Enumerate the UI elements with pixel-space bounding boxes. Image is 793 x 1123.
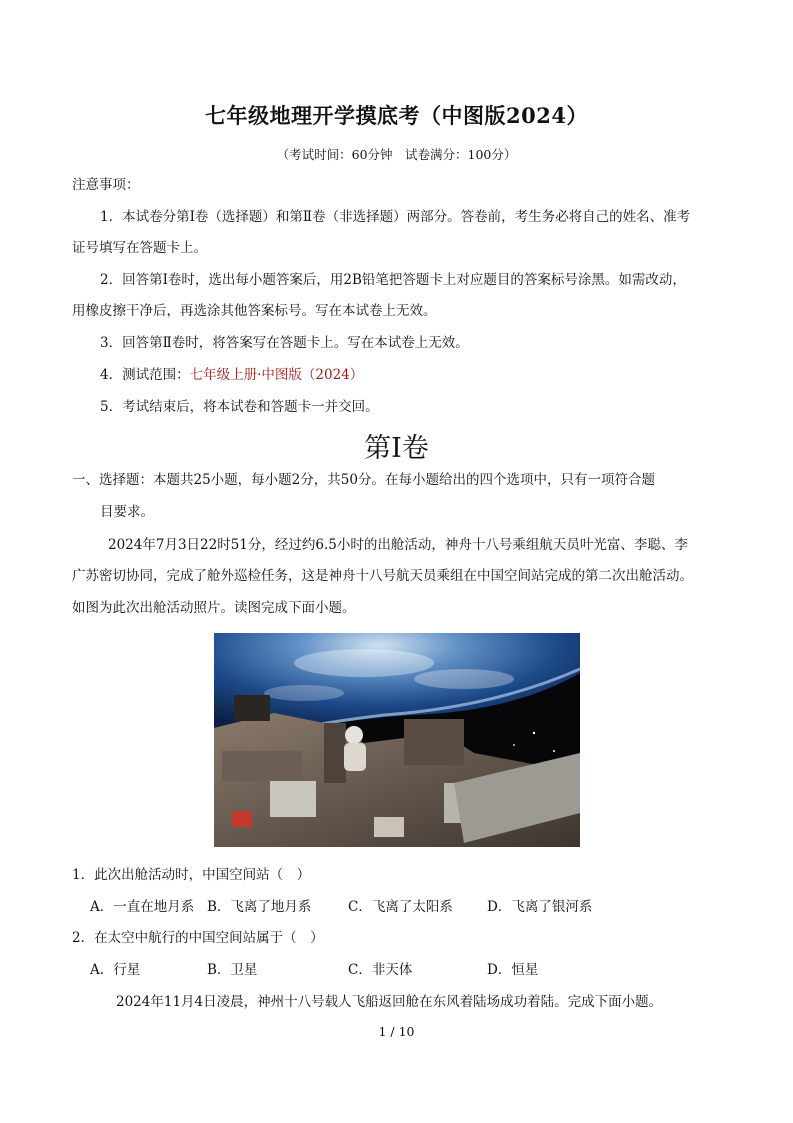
notes-item-5: 5．考试结束后，将本试卷和答题卡一并交回。 — [100, 399, 379, 415]
section-instructions-line-2: 目要求。 — [100, 504, 154, 520]
notes-item-3: 3．回答第Ⅱ卷时，将答案写在答题卡上。写在本试卷上无效。 — [100, 335, 469, 351]
question-1-option-a: A．一直在地月系 — [90, 899, 195, 915]
notes-item-1-line-2: 证号填写在答题卡上。 — [72, 240, 207, 256]
question-2-option-d: D．恒星 — [487, 962, 539, 978]
notes-item-2-line-2: 用橡皮擦干净后，再选涂其他答案标号。写在本试卷上无效。 — [72, 303, 437, 319]
question-2-stem: 2．在太空中航行的中国空间站属于（ ） — [72, 930, 324, 946]
passage-2-line-1: 2024年11月4日凌晨，神州十八号载人飞船返回舱在东风着陆场成功着陆。完成下面小题。 — [116, 994, 663, 1010]
page-title: 七年级地理开学摸底考（中图版2024） — [205, 103, 588, 128]
notes-item-1-line-1: 1．本试卷分第Ⅰ卷（选择题）和第Ⅱ卷（非选择题）两部分。答卷前，考生务必将自己的姓名、准考 — [100, 209, 691, 225]
notes-item-4 — [100, 366, 363, 384]
notes-item-2-line-1: 2．回答第Ⅰ卷时，选出每小题答案后，用2B铅笔把答题卡上对应题目的答案标号涂黑。如需改动， — [100, 272, 686, 288]
section-instructions-line-1: 一、选择题：本题共25小题，每小题2分，共50分。在每小题给出的四个选项中，只有一项符合题 — [72, 472, 655, 488]
question-2-option-b: B．卫星 — [207, 962, 258, 978]
question-1-stem: 1．此次出舱活动时，中国空间站（ ） — [72, 867, 311, 883]
test-scope: 七年级上册·中图版（2024） — [189, 367, 364, 383]
notes-item-4-prefix: 4．测试范围： — [100, 367, 190, 383]
passage-1-line-2: 广苏密切协同，完成了舱外巡检任务，这是神舟十八号航天员乘组在中国空间站完成的第二次出舱活动。 — [72, 568, 693, 584]
section-title: 第Ⅰ卷 — [364, 433, 429, 464]
question-1-option-d: D．飞离了银河系 — [487, 899, 593, 915]
question-2-option-c: C．非天体 — [348, 962, 413, 978]
passage-1-line-1: 2024年7月3日22时51分，经过约6.5小时的出舱活动，神舟十八号乘组航天员叶光富、李聪、李 — [108, 537, 688, 553]
question-1-option-c: C．飞离了太阳系 — [348, 899, 453, 915]
page-number: 1 / 10 — [378, 1024, 415, 1039]
spacewalk-photo — [214, 633, 580, 847]
passage-1-line-3: 如图为此次出舱活动照片。读图完成下面小题。 — [72, 600, 356, 616]
question-1-option-b: B．飞离了地月系 — [207, 899, 312, 915]
question-2-option-a: A．行星 — [90, 962, 141, 978]
notes-heading: 注意事项： — [72, 177, 140, 193]
exam-info: （考试时间：60分钟 试卷满分：100分） — [276, 147, 517, 162]
